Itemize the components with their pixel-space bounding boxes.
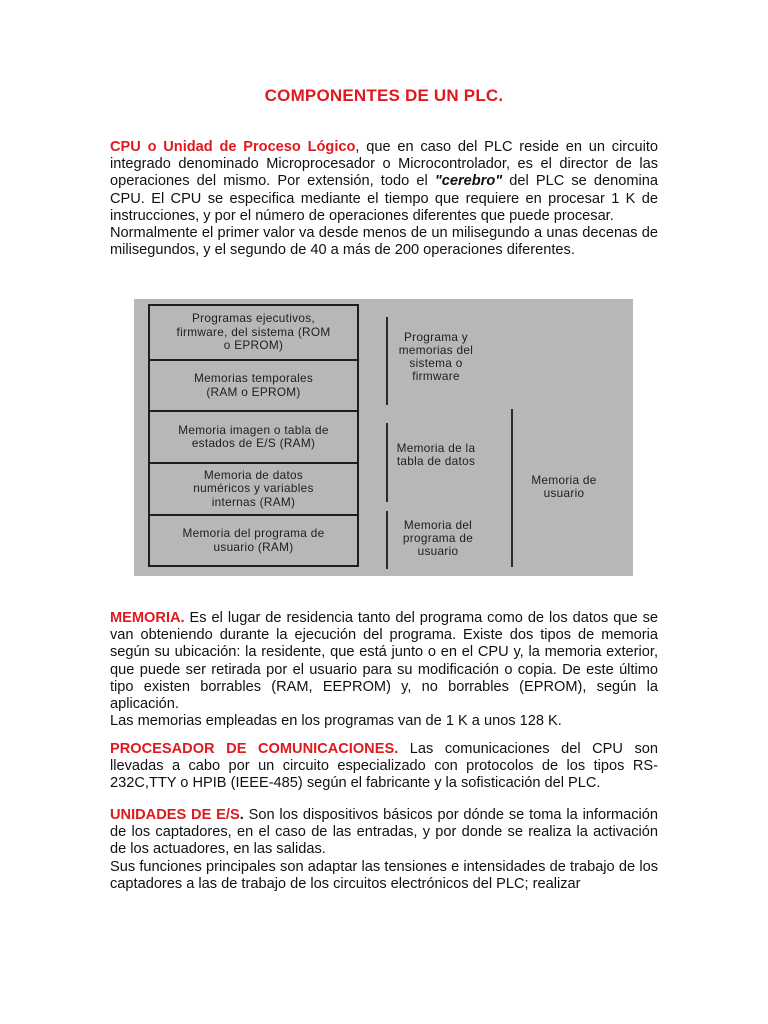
unidades-dot: . — [239, 807, 244, 823]
cpu-paragraph — [110, 139, 658, 225]
cpu-emphasis: "cerebro" — [434, 173, 503, 190]
brace-programa-usuario — [386, 511, 388, 569]
procesador-section — [110, 741, 658, 793]
memoria-paragraph — [110, 610, 658, 713]
unidades-section — [110, 807, 658, 893]
box-memoria-imagen: Memoria imagen o tabla de estados de E/S (RAM) — [148, 410, 359, 462]
brace-tabla — [386, 423, 388, 502]
procesador-text: Las comunicaciones del CPU son llevadas a cabo por un circuito especializado con protocolos de los tipos RS-232C,TTY o HPIB (IEEE-485) según el fabricante y la sofisticación del PLC. — [110, 741, 659, 792]
memory-diagram — [134, 299, 633, 576]
label-programa-sistema: Programa y memorias del sistema o firmware — [398, 330, 474, 383]
cpu-section — [110, 139, 658, 259]
unidades-paragraph — [110, 807, 658, 859]
memoria-paragraph-2: Las memorias empleadas en los programas van de 1 K a unos 128 K. — [110, 713, 562, 730]
cpu-heading: CPU o Unidad de Proceso Lógico — [110, 139, 356, 155]
box-memoria-programa: Memoria del programa de usuario (RAM) — [148, 514, 359, 567]
brace-usuario — [511, 409, 513, 567]
memoria-text-1: Es el lugar de residencia tanto del programa como de los datos que se van obteniendo durante la ejecución del programa. Existe dos tipos de memoria según su ubicación: la residente, que está junto o en el CPU y, la memoria exterior, que puede ser retirada por el usuario para su modificación o copia. De este último tipo existen borrables (RAM, EEPROM) y, no borrables (EPROM), según la aplicación. — [110, 610, 658, 713]
box-memoria-datos: Memoria de datos numéricos y variables internas (RAM) — [148, 462, 359, 514]
procesador-paragraph — [110, 741, 658, 793]
cpu-paragraph-2: Normalmente el primer valor va desde menos de un milisegundo a unas decenas de milisegundos, y el segundo de 40 a más de 200 operaciones diferentes. — [110, 225, 658, 259]
memoria-section — [110, 610, 658, 730]
box-memorias-temporales: Memorias temporales (RAM o EPROM) — [148, 359, 359, 410]
memoria-heading: MEMORIA. — [110, 610, 185, 626]
brace-sistema — [386, 317, 388, 405]
cpu-text-1: , que en caso del PLC reside en un circuito integrado denominado Microprocesador o Microcontrolador, es el director de las operaciones del mismo. Por extensión, todo el — [110, 139, 658, 190]
page-title: COMPONENTES DE UN PLC. — [264, 86, 504, 105]
label-memoria-usuario: Memoria de usuario — [531, 473, 597, 500]
label-tabla-datos: Memoria de la tabla de datos — [396, 441, 476, 468]
cpu-text-2: del PLC se denomina CPU. El CPU se especifica mediante el tiempo que requiere en procesar 1 K de instrucciones, y por el número de operaciones diferentes que puede procesar. — [110, 173, 659, 224]
box-programas-ejecutivos: Programas ejecutivos, firmware, del sistema (ROM o EPROM) — [148, 304, 359, 359]
unidades-text-1: Son los dispositivos básicos por dónde se toma la información de los captadores, en el caso de las entradas, y por donde se realiza la activación de los actuadores, en las salidas. — [110, 807, 658, 858]
unidades-heading: UNIDADES DE E/S — [110, 807, 240, 823]
unidades-paragraph-2: Sus funciones principales son adaptar las tensiones e intensidades de trabajo de los captadores a las de trabajo de los circuitos electrónicos del PLC; realizar — [110, 858, 658, 892]
label-programa-usuario: Memoria del programa de usuario — [402, 518, 474, 558]
procesador-heading: PROCESADOR DE COMUNICACIONES. — [110, 741, 399, 757]
